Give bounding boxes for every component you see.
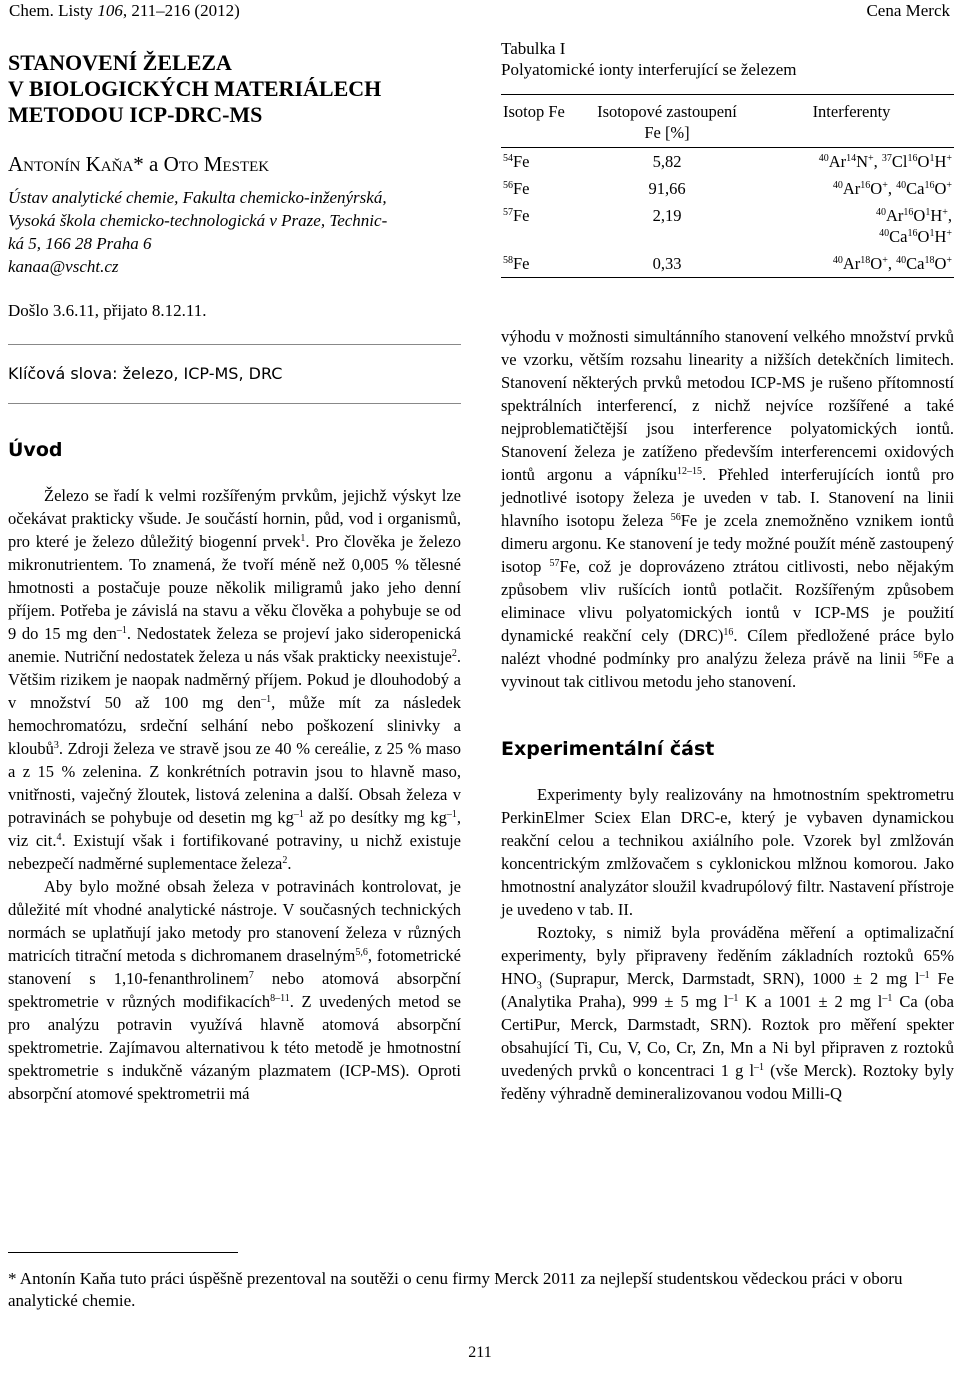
intro-paragraph-continued: výhodu v možnosti simultánního stanovení velkého množství prvků ve vzorku, větším rozsahu linearity a nižších detekčních limitech. Stanovení některých prvků metodou ICP-MS je rušeno přítomností spektrálních interferencí, z nichž nejvíce rozšířené a také nejproblematičtější jsou interference polyatomických iontů. Stanovení železa je zatíženo především interferencemi oxidových iontů argonu a vápníku$^{12-15}$. Přehled interferujících iontů pro jednotlivé isotopy železa je uveden v tab. I. Stanovení na linii hlavního isotopu železa $^{56}$Fe je zcela znemožněno vznikem iontů dimeru argonu. Ke stanovení je tedy možné použít méně zastoupený isotop $^{57}$Fe, což je doprovázeno ztrátou citlivosti, nebo nějakým způsobem vliv rušících iontů potlačit. Rozšířeným způsobem eliminace vlivu polyatomických iontů v ICP-MS je použití dynamické reakční cely (DRC)$^{16}$. Cílem předložené práce bylo nalézt vhodné podmínky pro analýzu železa právě na linii $^{56}$Fe a vyvinout tak citlivou metodu jeho stanovení. (501, 327, 955, 691)
title-line: V BIOLOGICKÝCH MATERIÁLECH (8, 76, 382, 101)
table-cell: $^{40}Ar^{16}O^1H^+$, $^{40}Ca^{16}O^1H^+$ (875, 206, 952, 246)
table-cell: $^{40}$Ar$^{16}$O+, $^{40}$Ca$^{16}$O+ (832, 179, 952, 198)
author-email[interactable]: kanaa@vscht.cz (8, 257, 119, 276)
footnote-rule (8, 1252, 238, 1253)
keywords: Klíčová slova: železo, ICP-MS, DRC (8, 364, 283, 383)
affiliation-line: Ústav analytické chemie, Fakulta chemicko-inženýrská, (8, 188, 387, 207)
running-head-journal: Chem. Listy 106, 211–216 (2012) (9, 1, 240, 20)
keywords-bottom-rule (8, 403, 461, 404)
affiliation-line: ká 5, 166 28 Praha 6 (8, 234, 152, 253)
table-1 (501, 38, 954, 278)
experimental-paragraph: Roztoky, s nimiž byla prováděna měření a optimalizační experimenty, byly připraveny ředěním základních roztoků 65% $HNO_3$ (Suprapur, Merck, Darmstadt, SRN), 1000 ± 2 mg $l^{-1}$ Fe (Analytika Praha), 999 ± 5 mg $l^{-1}$ K a 1001 ± 2 mg $l^{-1}$ Ca (oba CertiPur, Merck, Darmstadt, SRN). Roztok pro měření spekter obsahující Ti, Cu, V, Co, Cr, Zn, Mn a Ni byl připraven z roztoků uvedených prvků o koncentraci 1 g $l^{-1}$ (vše Merck). Roztoky byly ředěny výhradně demineralizovanou vodou Milli-Q (501, 923, 954, 1103)
table-header-cell: Interferenty (749, 95, 954, 148)
article-title (8, 50, 461, 128)
table-cell: $^{58}$Fe (501, 250, 585, 278)
table-cell: $^{54}$Fe (503, 152, 530, 171)
table-row (501, 175, 954, 202)
table-cell: $^{57}$Fe (503, 206, 530, 225)
authors: Antonín Kaňa* a Oto Mestek (8, 152, 270, 176)
experimental-paragraph: Experimenty byly realizovány na hmotnostním spektrometru PerkinElmer Sciex Elan DRC-e, který je vybaven dynamickou reakční celou a technikou axiálního pole. Vzorek byl zmlžován koncentrickým zmlžovačem s cyklonickou mlžnou komorou. Jako hmotnostní analyzátor sloužil kvadrupólový filtr. Nastavení přístroje je uvedeno v tab. II. (501, 785, 954, 919)
section-heading-experimental: Experimentální část (501, 738, 715, 760)
table-cell: 5,82 (652, 152, 682, 171)
title-line: METODOU ICP-DRC-MS (8, 102, 263, 127)
table-row (501, 250, 954, 278)
table-cell: $^{40}$Ar$^{18}$O+, $^{40}$Ca$^{18}$O+ (749, 250, 954, 278)
table-cell: 2,19 (652, 206, 682, 225)
affiliation-line: Vysoká škola chemicko-technologická v Praze, Technic- (8, 211, 388, 230)
received-dates: Došlo 3.6.11, přijato 8.12.11. (8, 301, 207, 320)
table-cell: $^{40}$Ar$^{14}$N+, $^{37}Cl^{16}O^1H^+$ (818, 152, 952, 171)
table-title: Polyatomické ionty interferující se železem (501, 60, 797, 79)
table-header-row (501, 95, 954, 148)
running-head-section: Cena Merck (866, 1, 950, 20)
table-label: Tabulka I (501, 39, 566, 58)
table-caption (501, 38, 954, 80)
table-row (501, 202, 954, 250)
table-row (501, 148, 954, 176)
table-cell: 91,66 (648, 179, 686, 198)
left-column (8, 50, 461, 1105)
page-number: 211 (468, 1344, 492, 1361)
table-header-cell: Isotop Fe (501, 95, 585, 148)
title-line: STANOVENÍ ŽELEZA (8, 50, 232, 75)
right-column (501, 38, 954, 1105)
intro-paragraph: Aby bylo možné obsah železa v potravinách kontrolovat, je důležité mít vhodné analytické nástroje. V současných technických normách se uplatňují jako metody pro stanovení železa v různých matricích titrační metoda s dichromanem draselným$^{5,6}$, fotometrické stanovení s 1,10-fenanthrolinem$^7$ nebo atomová absorpční spektrometrie v různých modifikacích$^{8-11}$. Z uvedených metod se pro analýzu potravin využívá hlavně atomová absorpční spektrometrie. Zajímavou alternativou k této metodě je hmotnostní spektrometrie s indukčně vázaným plazmatem (ICP-MS). Oproti absorpční atomové spektrometrii má (8, 877, 462, 1103)
table-cell: $^{56}$Fe (503, 179, 530, 198)
footnote: * Antonín Kaňa tuto práci úspěšně prezentoval na soutěži o cenu firmy Merck 2011 za nejlepší studentskou vědeckou práci v oboru analytické chemie. (8, 1269, 903, 1310)
affiliation (8, 186, 461, 278)
interference-table (501, 94, 954, 278)
table-header-cell: Isotopové zastoupení Fe [%] (585, 95, 749, 148)
intro-paragraph: Železo se řadí k velmi rozšířeným prvkům, jejichž výskyt lze očekávat prakticky všude. Je součástí hornin, půd, vod i organismů, pro které je železo důležitý biogenní prvek$^1$. Pro člověka je železo mikronutrientem. To znamená, že tvoří méně než 0,005 % tělesné hmotnosti a postačuje pouze několik miligramů jako jeho denní příjem. Potřeba je závislá na stavu a věku člověka a pohybuje se od 9 do 15 mg den$^{-1}$. Nedostatek železa se projeví jako sideropenická anemie. Nutriční nedostatek železa u nás však prakticky neexistuje$^2$. Většim rizikem je naopak nadměrný příjem. Pokud je dlouhodobý a v množství 50 až 100 mg den$^{-1}$, může mít za následek hemochromatózu, srdeční selhání nebo poškození slinivky a kloubů$^3$. Zdroji železa ve stravě jsou ze 40 % cereálie, z 25 % maso a z 15 % zelenina. Z konkrétních potravin jsou to hlavně maso, vnitřnosti, vaječný žloutek, listová zelenina a další. Obsah železa v potravinách se pohybuje od desetin mg $kg^{-1}$ až po desítky mg $kg^{-1}$, viz cit.$^4$. Existují však i fortifikované potraviny, u nichž existuje nebezpečí nadměrné suplementace železa$^2$. (8, 486, 462, 873)
section-heading-intro: Úvod (8, 439, 63, 461)
table-cell: 0,33 (585, 250, 749, 278)
